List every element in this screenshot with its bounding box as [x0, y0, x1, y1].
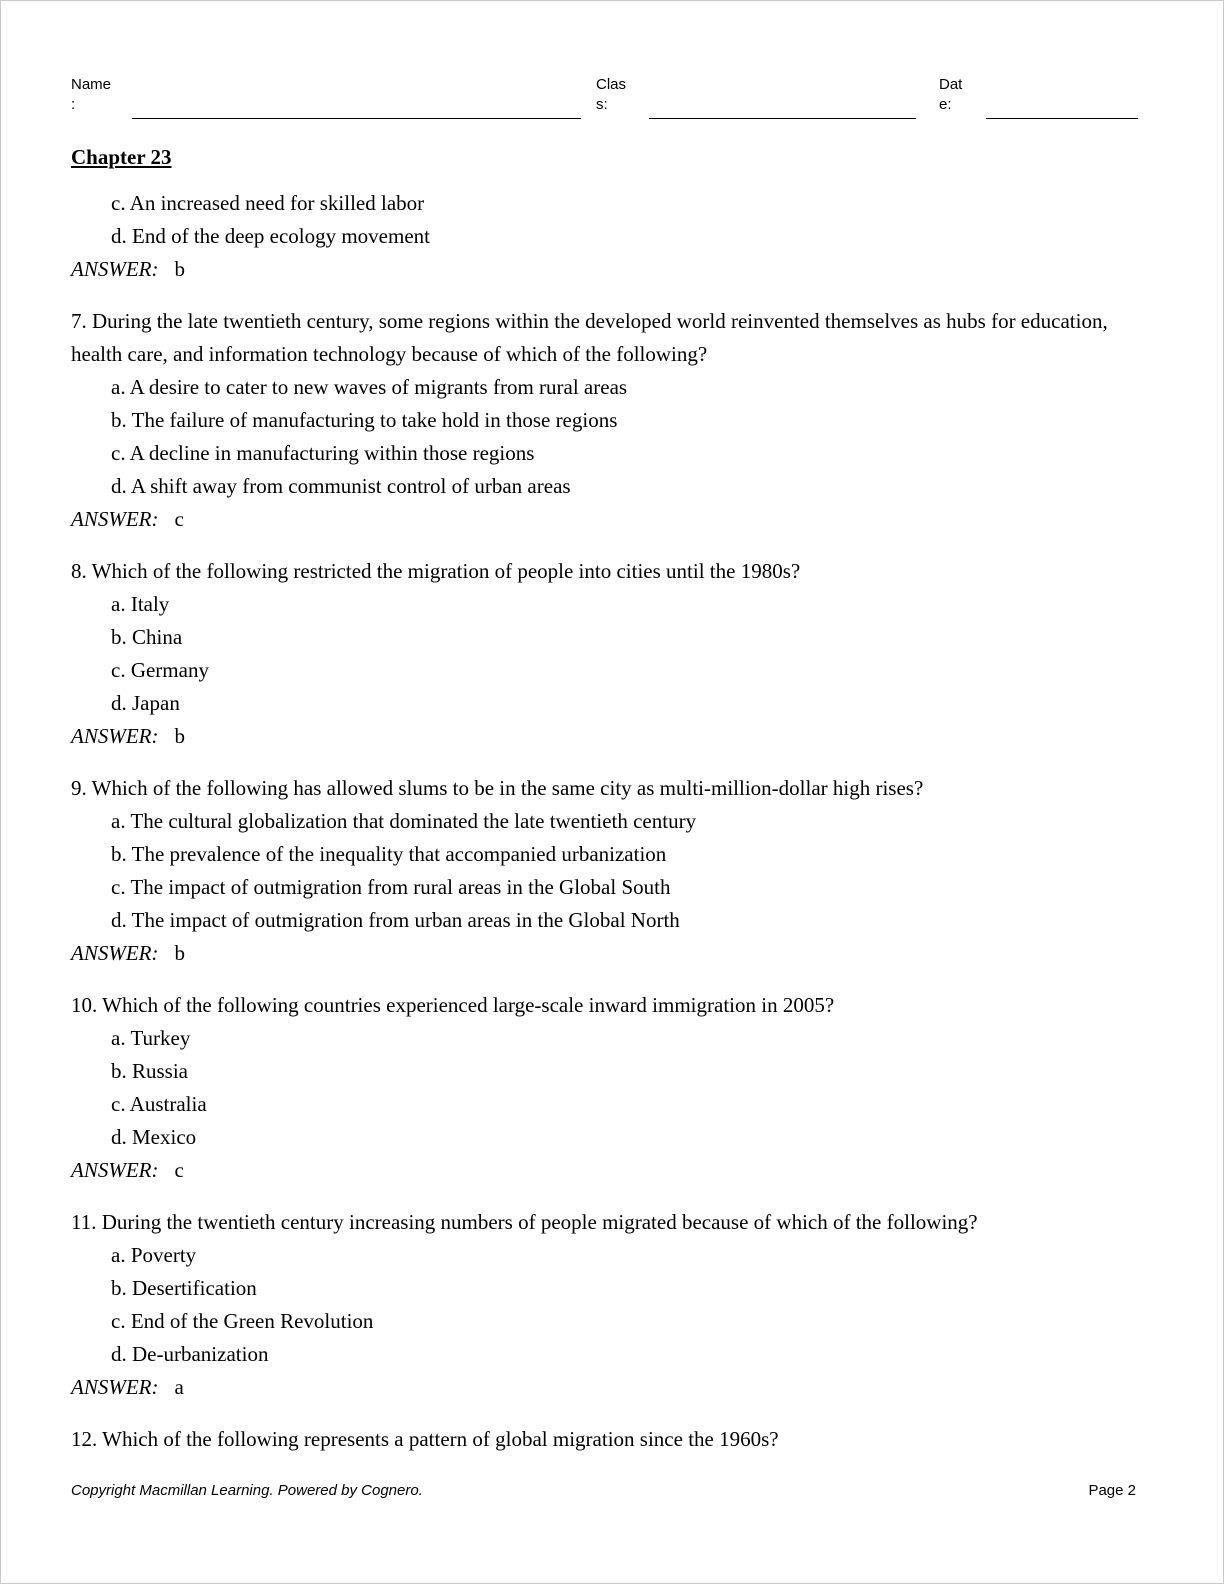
answer-value: c [174, 507, 184, 531]
option-line: c. Germany [111, 658, 209, 682]
option-line: d. Mexico [111, 1125, 197, 1149]
name-label-line2: : [71, 96, 76, 113]
question-text: 12. Which of the following represents a pattern of global migration since the 1960s? [71, 1427, 779, 1451]
option-line: a. Italy [111, 592, 170, 616]
question-text: 8. Which of the following restricted the migration of people into cities until the 1980s? [71, 559, 801, 583]
chapter-title: Chapter 23 [71, 145, 172, 169]
footer-copyright: Copyright Macmillan Learning. Powered by Cognero. [71, 1482, 423, 1499]
answer-label: ANSWER: [71, 257, 159, 281]
name-label-line1: Name [71, 76, 112, 93]
option-line: c. Australia [111, 1092, 207, 1116]
answer-label: ANSWER: [71, 724, 159, 748]
question-block [71, 1206, 1141, 1404]
date-blank-line [986, 118, 1138, 119]
questions-container [71, 305, 1141, 1404]
option-line: b. The prevalence of the inequality that accompanied urbanization [111, 842, 667, 866]
name-label [71, 75, 111, 115]
class-blank-line [649, 118, 916, 119]
option-line: b. China [111, 625, 183, 649]
option-line: a. Turkey [111, 1026, 191, 1050]
option-line: c. The impact of outmigration from rural areas in the Global South [111, 875, 671, 899]
option-line: d. The impact of outmigration from urban areas in the Global North [111, 908, 680, 932]
answer-line [71, 720, 1141, 753]
option-line: d. A shift away from communist control of urban areas [111, 474, 571, 498]
option-line: d. End of the deep ecology movement [111, 224, 430, 248]
carryover-question-block [71, 187, 1141, 286]
answer-value: a [174, 1375, 184, 1399]
date-label-line1: Dat [939, 76, 963, 93]
class-label-line1: Clas [596, 76, 627, 93]
answer-line [71, 253, 1141, 286]
answer-line [71, 1371, 1141, 1404]
class-label-line2: s: [596, 96, 608, 113]
question-text: 10. Which of the following countries experienced large-scale inward immigration in 2005? [71, 993, 835, 1017]
answer-value: b [174, 724, 185, 748]
question-text: 7. During the late twentieth century, some regions within the developed world reinvented themselves as hubs for education, health care, and information technology because of which of the following? [71, 309, 1108, 366]
option-line: c. A decline in manufacturing within those regions [111, 441, 535, 465]
answer-value: b [174, 941, 185, 965]
page-content [71, 141, 1141, 1456]
answer-label: ANSWER: [71, 1375, 159, 1399]
option-line: d. Japan [111, 691, 180, 715]
question-block [71, 555, 1141, 753]
question-text: 9. Which of the following has allowed slums to be in the same city as multi-million-dollar high rises? [71, 776, 924, 800]
question-block [71, 305, 1141, 536]
option-line: b. Desertification [111, 1276, 257, 1300]
page-footer [71, 1482, 1136, 1499]
option-line: d. De-urbanization [111, 1342, 269, 1366]
question-block [71, 772, 1141, 970]
answer-label: ANSWER: [71, 507, 159, 531]
footer-page-number: Page 2 [1088, 1482, 1136, 1499]
date-label [939, 75, 962, 115]
class-label [596, 75, 626, 115]
date-label-line2: e: [939, 96, 952, 113]
answer-line [71, 1154, 1141, 1187]
answer-label: ANSWER: [71, 1158, 159, 1182]
name-blank-line [132, 118, 581, 119]
option-line: a. A desire to cater to new waves of migrants from rural areas [111, 375, 628, 399]
answer-label: ANSWER: [71, 941, 159, 965]
answer-line [71, 503, 1141, 536]
answer-line [71, 937, 1141, 970]
question-text: 11. During the twentieth century increasing numbers of people migrated because of which of the following? [71, 1210, 978, 1234]
option-line: b. Russia [111, 1059, 189, 1083]
option-line: c. End of the Green Revolution [111, 1309, 374, 1333]
answer-value: b [174, 257, 185, 281]
answer-value: c [174, 1158, 184, 1182]
option-line: c. An increased need for skilled labor [111, 191, 425, 215]
option-line: b. The failure of manufacturing to take hold in those regions [111, 408, 618, 432]
question-block [71, 989, 1141, 1187]
option-line: a. The cultural globalization that dominated the late twentieth century [111, 809, 697, 833]
option-line: a. Poverty [111, 1243, 197, 1267]
